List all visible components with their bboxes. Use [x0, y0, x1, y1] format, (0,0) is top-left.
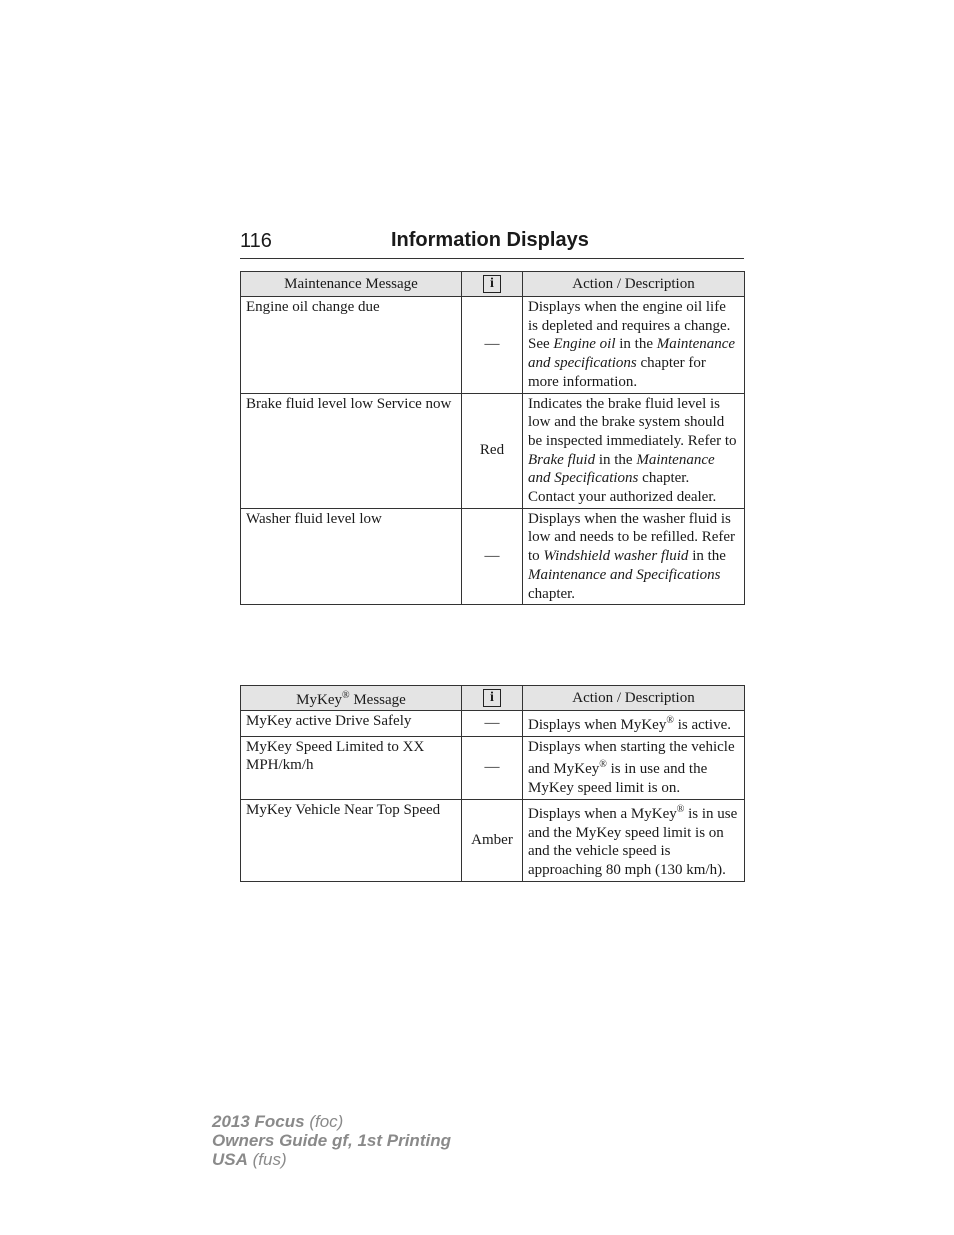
description-text: Displays when the washer fluid is low and needs to be refilled. Refer to: [528, 510, 736, 565]
mykey-message-table: [240, 685, 745, 882]
table-row: [241, 799, 745, 881]
table-header-row: [241, 686, 745, 711]
description-text: Displays when the engine oil life is depleted and requires a change. See: [528, 299, 731, 353]
info-icon: i: [483, 689, 501, 707]
page-title: Information Displays: [391, 229, 589, 251]
description-cell: [523, 393, 745, 508]
header-action: Action / Description: [523, 686, 745, 711]
chapter-reference: Maintenance and specifications: [528, 336, 736, 372]
message-cell: Brake fluid level low Service now: [241, 393, 462, 508]
footer-guide: Owners Guide gf, 1st Printing: [212, 1131, 451, 1150]
description-cell: [523, 508, 745, 605]
registered-mark: ®: [599, 759, 607, 771]
header-message: [241, 686, 462, 711]
page-header: [240, 228, 744, 259]
indicator-color-cell: —: [462, 297, 523, 394]
table-row: [241, 736, 745, 799]
description-text: Displays when a MyKey: [528, 805, 677, 822]
info-icon: i: [483, 275, 501, 293]
indicator-color-cell: Amber: [462, 799, 523, 881]
table-row: [241, 711, 745, 737]
table-row: [241, 297, 745, 394]
registered-mark: ®: [341, 689, 350, 701]
page-number: 116: [240, 230, 272, 252]
description-text: in the: [688, 548, 726, 565]
chapter-reference: Maintenance and Specifications: [528, 451, 715, 487]
chapter-reference: Engine oil: [553, 336, 616, 353]
chapter-reference: Windshield washer fluid: [543, 548, 689, 565]
description-text: is active.: [673, 717, 732, 733]
footer-model: 2013 Focus: [212, 1112, 305, 1131]
description-cell: [523, 736, 745, 799]
registered-mark: ®: [676, 803, 685, 815]
message-cell: Engine oil change due: [241, 297, 462, 394]
table-header-row: [241, 272, 745, 297]
footer-line-3: [212, 1150, 451, 1169]
registered-mark: ®: [666, 715, 674, 726]
indicator-color-cell: —: [462, 736, 523, 799]
description-text: is in use and the MyKey speed limit is on and the vehicle speed is approaching 80 mph (130 km/h).: [528, 805, 738, 878]
description-text: Displays when starting the vehicle and MyKey: [528, 738, 735, 778]
chapter-reference: Maintenance and Specifications: [528, 566, 721, 583]
footer: [212, 1112, 451, 1169]
description-text: in the: [615, 336, 657, 353]
footer-line-2: [212, 1131, 451, 1150]
table-row: [241, 508, 745, 605]
header-action: Action / Description: [523, 272, 745, 297]
header-message: Maintenance Message: [241, 272, 462, 297]
header-message-prefix: MyKey: [296, 691, 342, 708]
header-icon: [462, 272, 523, 297]
description-text: chapter for more information.: [528, 355, 706, 390]
description-text: chapter. Contact your authorized dealer.: [528, 470, 717, 506]
description-text: chapter.: [528, 585, 576, 602]
message-cell: MyKey active Drive Safely: [241, 711, 462, 737]
description-cell: [523, 297, 745, 394]
indicator-color-cell: Red: [462, 393, 523, 508]
footer-line-1: [212, 1112, 451, 1131]
header-icon: [462, 686, 523, 711]
footer-model-code: (foc): [304, 1112, 344, 1131]
description-text: is in use and the MyKey speed limit is on.: [528, 761, 708, 797]
indicator-color-cell: —: [462, 508, 523, 605]
maintenance-message-table: [240, 271, 745, 605]
message-cell: MyKey Vehicle Near Top Speed: [241, 799, 462, 881]
footer-market: USA: [212, 1150, 248, 1169]
description-text: Displays when MyKey: [528, 717, 667, 733]
description-text: in the: [595, 451, 637, 468]
footer-market-code: (fus): [247, 1150, 287, 1169]
indicator-color-cell: —: [462, 711, 523, 737]
message-cell: MyKey Speed Limited to XX MPH/km/h: [241, 736, 462, 799]
message-cell: Washer fluid level low: [241, 508, 462, 605]
description-text: Indicates the brake fluid level is low and the brake system should be inspected immediately. Refer to: [528, 395, 737, 449]
description-cell: [523, 799, 745, 881]
header-message-suffix: Message: [349, 691, 406, 708]
description-cell: [523, 711, 745, 737]
table-row: [241, 393, 745, 508]
chapter-reference: Brake fluid: [528, 451, 596, 468]
